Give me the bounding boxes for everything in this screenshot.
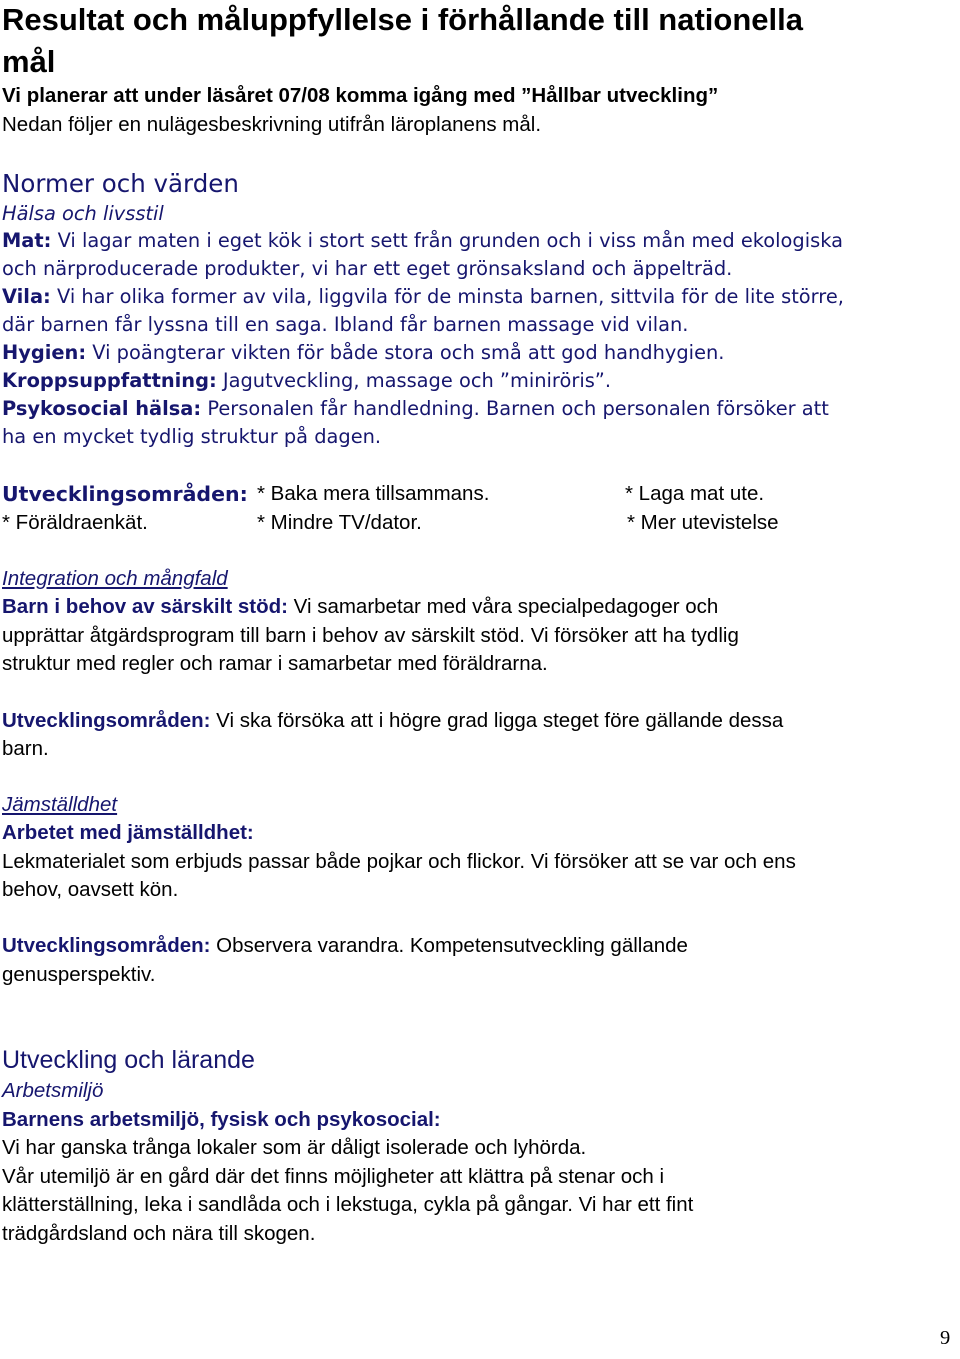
psyk-label: Psykosocial hälsa: bbox=[2, 397, 202, 420]
utv-item-utevistelse: * Mer utevistelse bbox=[627, 511, 779, 534]
utv-item-foraldraenkat: * Föräldraenkät. bbox=[2, 511, 148, 534]
arbetsmiljo-text-4: trädgårdsland och nära till skogen. bbox=[2, 1222, 316, 1245]
jamstalldhet-text-2: behov, oavsett kön. bbox=[2, 878, 179, 901]
psyk-text-2: ha en mycket tydlig struktur på dagen. bbox=[2, 425, 382, 448]
subheading-halsa: Hälsa och livsstil bbox=[2, 202, 164, 225]
jamstalldhet-text-1: Lekmaterialet som erbjuds passar både pojkar och flickor. Vi försöker att se var och ens bbox=[2, 850, 796, 873]
paragraph-barn-i-behov bbox=[2, 597, 718, 618]
mat-text-1: Vi lagar maten i eget kök i stort sett från grunden och i viss mån med ekologiska bbox=[51, 229, 843, 252]
section-heading-utveckling: Utveckling och lärande bbox=[2, 1046, 255, 1074]
jamstalldhet-label: Arbetet med jämställdhet: bbox=[2, 821, 254, 844]
vila-label: Vila: bbox=[2, 285, 51, 308]
vila-text-2: där barnen får lyssna till en saga. Ibland får barnen massage vid vilan. bbox=[2, 313, 689, 336]
utv-integration-text-1: Vi ska försöka att i högre grad ligga steget före gällande dessa bbox=[210, 709, 784, 732]
paragraph-psykosocial bbox=[2, 399, 829, 418]
utv-item-mindre-tv: * Mindre TV/dator. bbox=[257, 511, 422, 534]
kropp-text: Jagutveckling, massage och ”miniröris”. bbox=[216, 369, 612, 392]
utv-label-integration: Utvecklingsområden: bbox=[2, 709, 211, 732]
arbetsmiljo-text-2: Vår utemiljö är en gård där det finns möjligheter att klättra på stenar och i bbox=[2, 1165, 665, 1188]
arbetsmiljo-text-1: Vi har ganska trånga lokaler som är dåligt isolerade och lyhörda. bbox=[2, 1136, 587, 1159]
utv-jamstalldhet-text-2: genusperspektiv. bbox=[2, 963, 156, 986]
section-heading-normer: Normer och värden bbox=[2, 169, 239, 198]
kropp-label: Kroppsuppfattning: bbox=[2, 369, 217, 392]
barn-label: Barn i behov av särskilt stöd: bbox=[2, 595, 288, 618]
utv-integration-text-2: barn. bbox=[2, 737, 49, 760]
hygien-text: Vi poängterar vikten för både stora och små att god handhygien. bbox=[86, 341, 725, 364]
paragraph-vila bbox=[2, 287, 844, 306]
utv-item-baka: * Baka mera tillsammans. bbox=[257, 482, 490, 505]
subheading-arbetsmiljo: Arbetsmiljö bbox=[2, 1079, 104, 1102]
utv-item-laga-mat: * Laga mat ute. bbox=[625, 482, 765, 505]
utv-jamstalldhet-text-1: Observera varandra. Kompetensutveckling gällande bbox=[210, 934, 688, 957]
page-number: 9 bbox=[940, 1327, 951, 1349]
barn-text-1: Vi samarbetar med våra specialpedagoger och bbox=[287, 595, 719, 618]
mat-text-2: och närproducerade produkter, vi har ett eget grönsaksland och äppelträd. bbox=[2, 257, 733, 280]
mat-label: Mat: bbox=[2, 229, 52, 252]
paragraph-utv-integration bbox=[2, 711, 783, 732]
paragraph-kroppsuppfattning bbox=[2, 371, 611, 390]
hygien-label: Hygien: bbox=[2, 341, 87, 364]
arbetsmiljo-label: Barnens arbetsmiljö, fysisk och psykosocial: bbox=[2, 1108, 441, 1131]
paragraph-mat bbox=[2, 231, 843, 250]
utv-label-normer: Utvecklingsområden: bbox=[2, 482, 248, 506]
barn-text-3: struktur med regler och ramar i samarbetar med föräldrarna. bbox=[2, 652, 548, 675]
section-heading-jamstalldhet: Jämställdhet bbox=[2, 793, 118, 816]
page-title-line-2: mål bbox=[2, 44, 56, 79]
paragraph-hygien bbox=[2, 343, 724, 362]
psyk-text-1: Personalen får handledning. Barnen och personalen försöker att bbox=[201, 397, 829, 420]
intro-plan-line: Vi planerar att under läsåret 07/08 komma igång med ”Hållbar utveckling” bbox=[2, 84, 719, 107]
intro-description: Nedan följer en nulägesbeskrivning utifrån läroplanens mål. bbox=[2, 113, 542, 136]
vila-text-1: Vi har olika former av vila, liggvila för de minsta barnen, sittvila för de lite större, bbox=[50, 285, 844, 308]
page-title-line-1: Resultat och måluppfyllelse i förhållande till nationella bbox=[2, 2, 803, 37]
barn-text-2: upprättar åtgärdsprogram till barn i behov av särskilt stöd. Vi försöker att ha tydlig bbox=[2, 624, 739, 647]
paragraph-utv-jamstalldhet bbox=[2, 936, 688, 957]
arbetsmiljo-text-3: klätterställning, leka i sandlåda och i lekstuga, cykla på gångar. Vi har ett fint bbox=[2, 1193, 694, 1216]
utv-label-jamstalldhet: Utvecklingsområden: bbox=[2, 934, 211, 957]
section-heading-integration: Integration och mångfald bbox=[2, 567, 228, 590]
